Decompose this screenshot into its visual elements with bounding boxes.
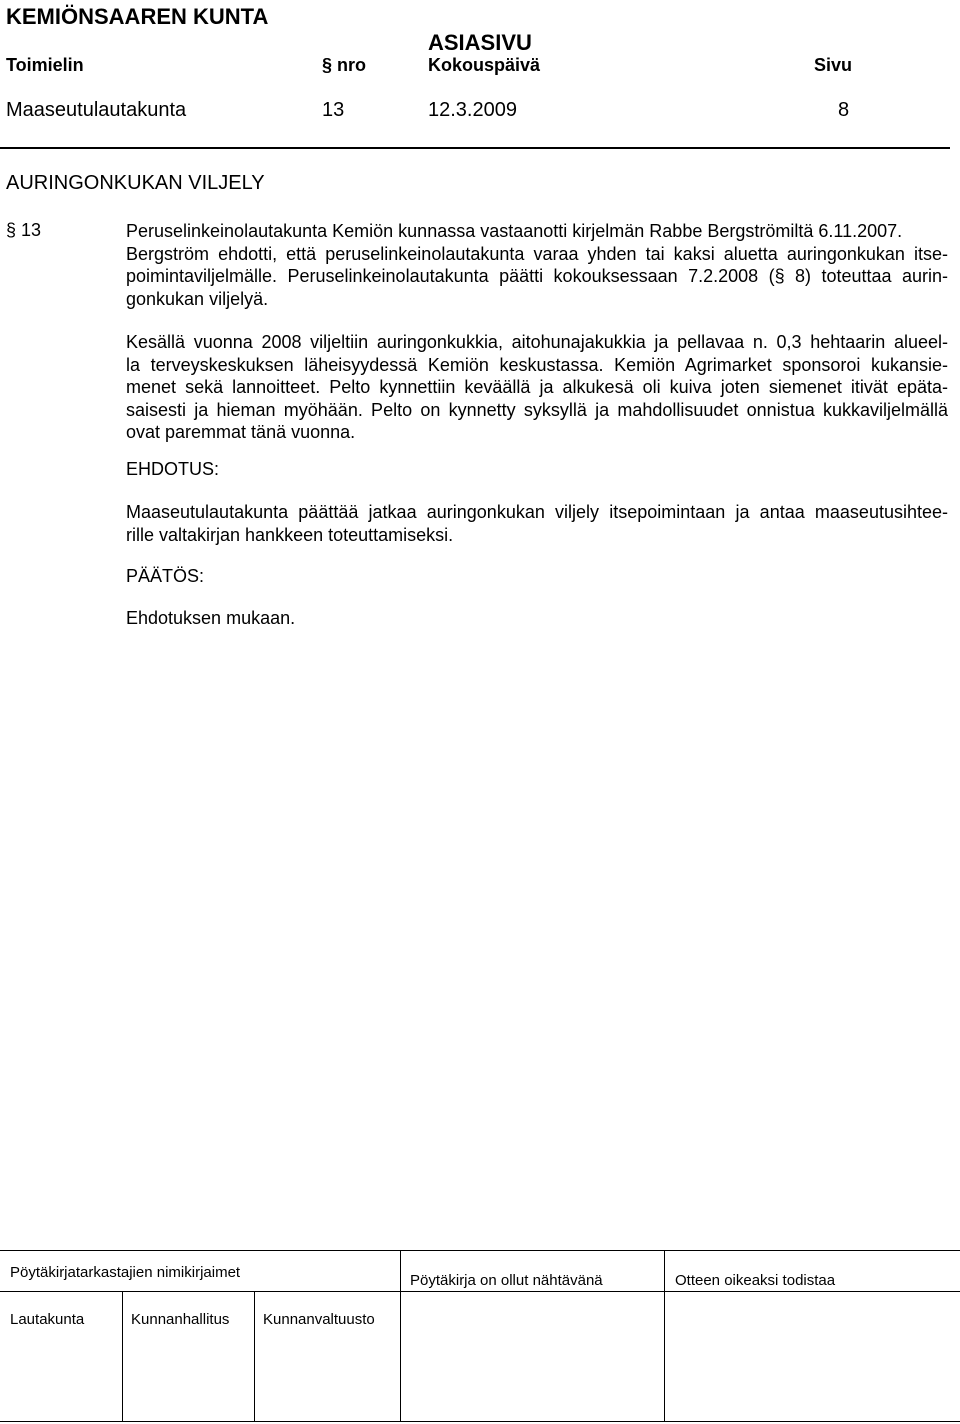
footer-council-label: Kunnanvaltuusto (263, 1311, 375, 1328)
footer-board-label: Lautakunta (10, 1311, 85, 1328)
paragraph-line: Bergström ehdotti, että peruselinkeinolautakunta varaa yhden tai kaksi aluetta auringonkukan itse- (126, 243, 948, 264)
header-label-nro: § nro (322, 55, 367, 75)
header-label-page: Sivu (814, 55, 853, 75)
header-label-body: Toimielin (6, 55, 84, 75)
footer-top-rule (0, 1250, 960, 1251)
header-divider (0, 147, 950, 149)
footer-divider (664, 1250, 665, 1422)
footer-signatures-label: Pöytäkirjatarkastajien nimikirjaimet (10, 1264, 241, 1281)
footer-displayed-label: Pöytäkirja on ollut nähtävänä (410, 1272, 603, 1289)
section-mark: § (6, 220, 17, 240)
header-value-nro: 13 (322, 99, 345, 121)
header-value-body: Maaseutulautakunta (6, 99, 187, 121)
footer-divider (122, 1291, 123, 1422)
paragraph-line: menet sekä lannoitteet. Pelto kynnettiin keväällä ja alkukesä oli kuiva joten siemenet itivät epäta- (126, 377, 948, 397)
header-value-date: 12.3.2009 (428, 99, 517, 121)
footer-certified-label: Otteen oikeaksi todistaa (675, 1272, 836, 1289)
proposal-heading: EHDOTUS: (126, 459, 220, 479)
paragraph-line: la terveyskeskuksen läheisyydessä Kemiön keskustassa. Kemiön Agrimarket sponsoroi kukansie- (126, 354, 948, 375)
decision-heading: PÄÄTÖS: (126, 566, 205, 586)
footer-divider (254, 1291, 255, 1422)
document-type: ASIASIVU (428, 30, 532, 55)
header-value-page: 8 (838, 99, 850, 121)
paragraph-line: Maaseutulautakunta päättää jatkaa auringonkukan viljely itsepoimintaan ja antaa maaseutusihtee- (126, 502, 948, 522)
footer-middle-rule (0, 1291, 960, 1292)
header-label-date: Kokouspäivä (428, 55, 541, 75)
proposal-text (126, 501, 948, 546)
paragraph-line: Kesällä vuonna 2008 viljeltiin auringonkukkia, aitohunajakukkia ja pellavaa n. 0,3 hehtaarin alueel- (126, 332, 948, 352)
section-number: § 13 (6, 220, 42, 240)
municipality-name: KEMIÖNSAAREN KUNTA (6, 4, 269, 29)
footer-divider (400, 1250, 401, 1422)
paragraph-line: saisesti ja hieman myöhään. Pelto on kynnetty syksyllä ja mahdollisuudet onnistua kukkaviljelmällä (126, 399, 948, 420)
paragraph-line: Peruselinkeinolautakunta Kemiön kunnassa vastaanotti kirjelmän Rabbe Bergströmiltä 6.11.2007. (126, 221, 903, 241)
paragraph-background (126, 220, 948, 310)
item-title: AURINGONKUKAN VILJELY (6, 172, 265, 194)
footer-bottom-rule (0, 1421, 960, 1422)
paragraph-line: ovat paremmat tänä vuonna. (126, 422, 356, 442)
section-mark-header: § (322, 55, 333, 75)
paragraph-line: rille valtakirjan hankkeen toteuttamiseksi. (126, 524, 454, 545)
paragraph-line: poimintaviljelmälle. Peruselinkeinolautakunta päätti kokouksessaan 7.2.2008 (§ 8) toteuttaa aurin- (126, 266, 948, 286)
footer-council-board-label: Kunnanhallitus (131, 1311, 230, 1328)
paragraph-status (126, 331, 948, 444)
decision-text: Ehdotuksen mukaan. (126, 608, 296, 628)
paragraph-line: gonkukan viljelyä. (126, 288, 269, 309)
